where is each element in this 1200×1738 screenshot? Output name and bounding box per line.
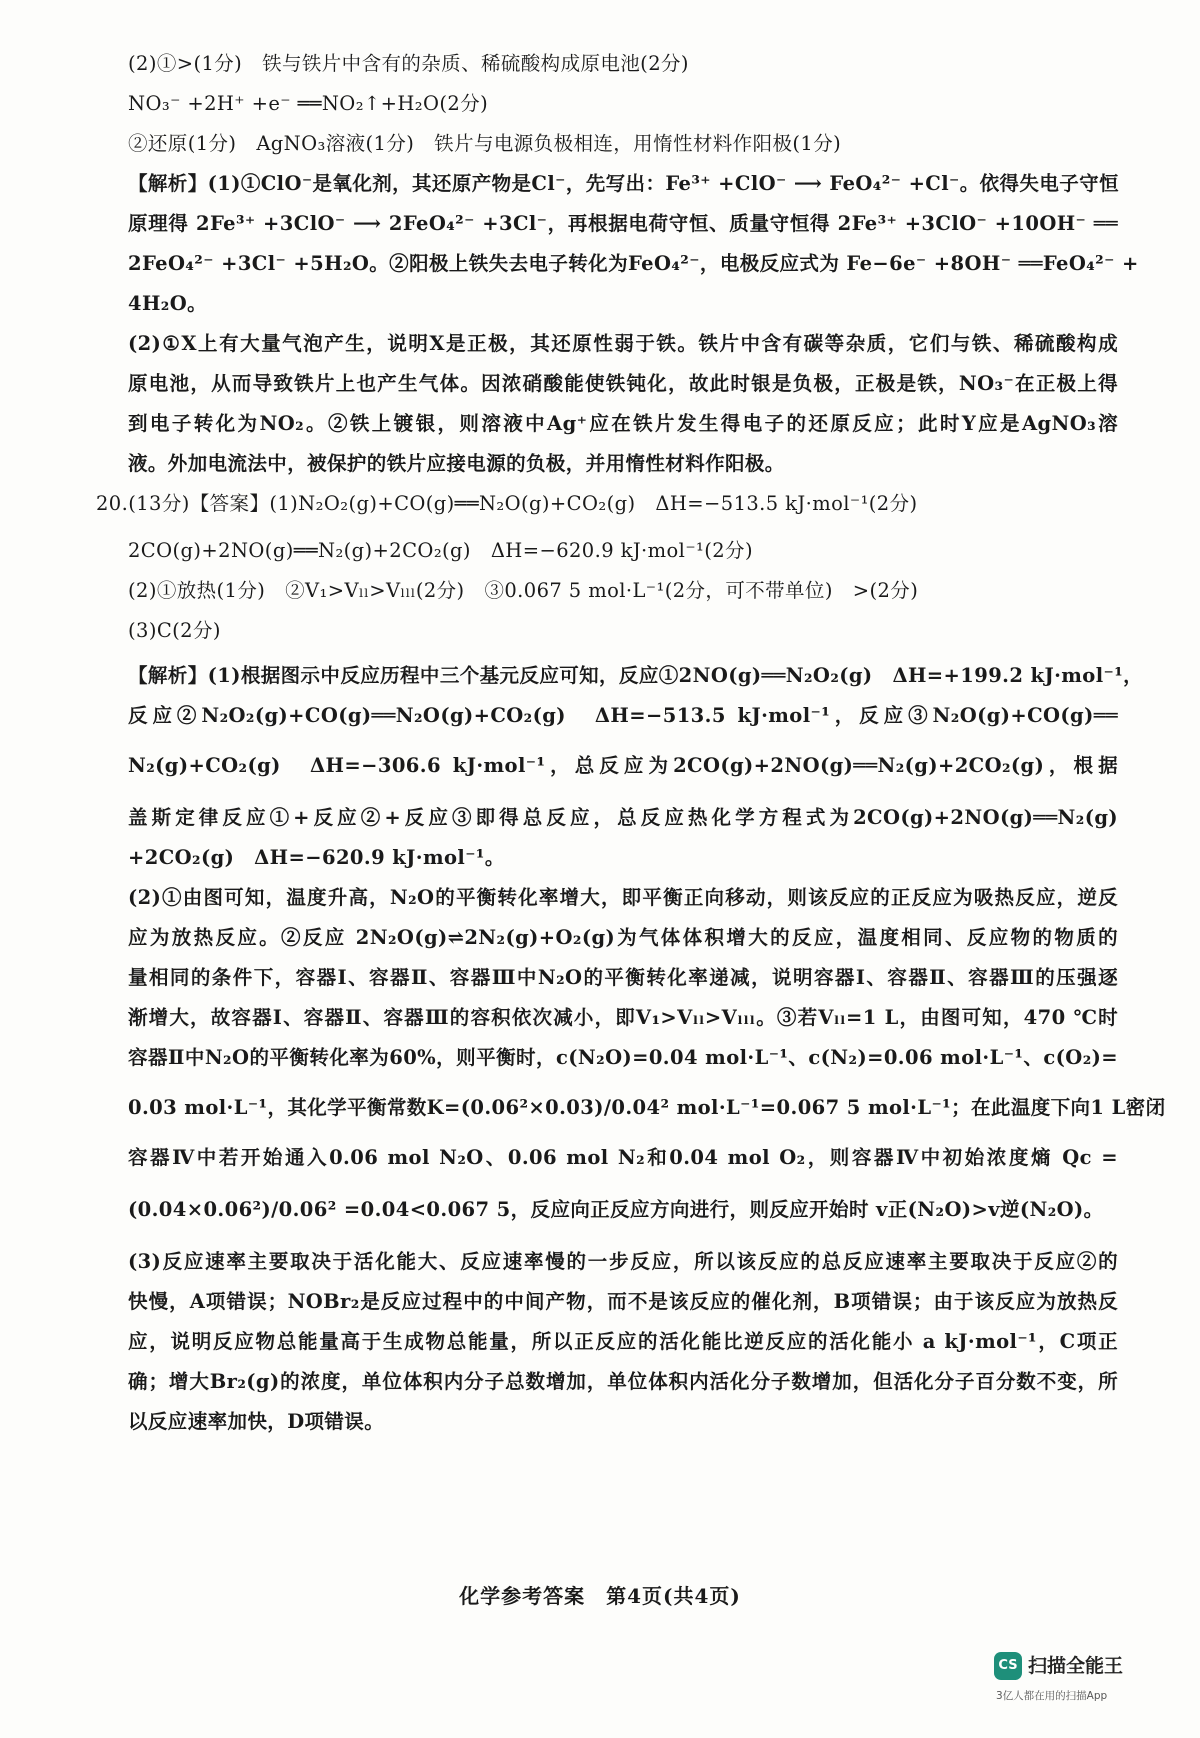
text-line: (2)①X上有大量气泡产生，说明X是正极，其还原性弱于铁。铁片中含有碳等杂质，它们与铁、稀硫酸构成 <box>128 332 1118 355</box>
text-line: 原理得 2Fe³⁺ +3ClO⁻ ⟶ 2FeO₄²⁻ +3Cl⁻，再根据电荷守恒、质量守恒得 2Fe³⁺ +3ClO⁻ +10OH⁻ ══ <box>128 212 1118 235</box>
text-line: (2)①>(1分) 铁与铁片中含有的杂质、稀硫酸构成原电池(2分) <box>128 52 689 75</box>
text-line: 反应②N₂O₂(g)+CO(g)══N₂O(g)+CO₂(g) ΔH=−513.5 kJ·mol⁻¹，反应③N₂O(g)+CO(g)══ <box>128 704 1118 727</box>
text-line: 2CO(g)+2NO(g)══N₂(g)+2CO₂(g) ΔH=−620.9 kJ·mol⁻¹(2分) <box>128 539 753 562</box>
text-line: 快慢，A项错误；NOBr₂是反应过程中的中间产物，而不是该反应的催化剂，B项错误；由于该反应为放热反 <box>128 1290 1118 1313</box>
text-line: 以反应速率加快，D项错误。 <box>128 1410 385 1433</box>
text-line: 渐增大，故容器Ⅰ、容器Ⅱ、容器Ⅲ的容积依次减小，即V₁>Vₗₗ>Vₗₗₗ。③若Vₗₗ=1 L，由图可知，470 ℃时 <box>128 1006 1118 1029</box>
text-line: 【解析】(1)①ClO⁻是氧化剂，其还原产物是Cl⁻，先写出：Fe³⁺ +ClO⁻ ⟶ FeO₄²⁻ +Cl⁻。依得失电子守恒 <box>128 172 1119 195</box>
question-20-answer: 20.(13分)【答案】(1)N₂O₂(g)+CO(g)══N₂O(g)+CO₂(g) ΔH=−513.5 kJ·mol⁻¹(2分) <box>96 492 918 515</box>
brand-tagline: 3亿人都在用的扫描App <box>996 1690 1108 1702</box>
page-footer: 化学参考答案 第4页(共4页) <box>459 1584 741 1608</box>
text-line: 容器Ⅱ中N₂O的平衡转化率为60%，则平衡时，c(N₂O)=0.04 mol·L⁻¹、c(N₂)=0.06 mol·L⁻¹、c(O₂)= <box>128 1046 1118 1069</box>
text-line: 液。外加电流法中，被保护的铁片应接电源的负极，并用惰性材料作阳极。 <box>128 452 785 475</box>
camscanner-logo-icon: CS <box>994 1652 1022 1680</box>
text-line: 4H₂O。 <box>128 292 208 315</box>
text-line: 【解析】(1)根据图示中反应历程中三个基元反应可知，反应①2NO(g)══N₂O₂(g) ΔH=+199.2 kJ·mol⁻¹， <box>128 664 1144 687</box>
text-line: 量相同的条件下，容器Ⅰ、容器Ⅱ、容器Ⅲ中N₂O的平衡转化率递减，说明容器Ⅰ、容器Ⅱ、容器Ⅲ的压强逐 <box>128 966 1118 989</box>
text-line: 2FeO₄²⁻ +3Cl⁻ +5H₂O。②阳极上铁失去电子转化为FeO₄²⁻，电极反应式为 Fe−6e⁻ +8OH⁻ ══FeO₄²⁻ + <box>128 252 1139 275</box>
text-line: NO₃⁻ +2H⁺ +e⁻ ══NO₂↑+H₂O(2分) <box>128 92 489 115</box>
text-line: 盖斯定律反应①+反应②+反应③即得总反应，总反应热化学方程式为2CO(g)+2NO(g)══N₂(g) <box>128 806 1118 829</box>
text-line: N₂(g)+CO₂(g) ΔH=−306.6 kJ·mol⁻¹，总反应为2CO(g)+2NO(g)══N₂(g)+2CO₂(g)，根据 <box>128 754 1118 777</box>
text-line: (3)C(2分) <box>128 619 221 642</box>
text-line: 应，说明反应物总能量高于生成物总能量，所以正反应的活化能比逆反应的活化能小 a kJ·mol⁻¹，C项正 <box>128 1330 1118 1353</box>
brand-name: 扫描全能王 <box>1028 1655 1124 1677</box>
text-line: (3)反应速率主要取决于活化能大、反应速率慢的一步反应，所以该反应的总反应速率主要取决于反应②的 <box>128 1250 1118 1273</box>
text-line: 确；增大Br₂(g)的浓度，单位体积内分子总数增加，单位体积内活化分子数增加，但活化分子百分数不变，所 <box>128 1370 1118 1393</box>
text-line: +2CO₂(g) ΔH=−620.9 kJ·mol⁻¹。 <box>128 846 505 869</box>
text-line: ②还原(1分) AgNO₃溶液(1分) 铁片与电源负极相连，用惰性材料作阳极(1分) <box>128 132 842 155</box>
scanner-watermark <box>994 1650 1154 1710</box>
text-line: 到电子转化为NO₂。②铁上镀银，则溶液中Ag⁺应在铁片发生得电子的还原反应；此时Y应是AgNO₃溶 <box>128 412 1118 435</box>
text-line: (0.04×0.06²)/0.06² =0.04<0.067 5，反应向正反应方向进行，则反应开始时 v正(N₂O)>v逆(N₂O)。 <box>128 1198 1104 1221</box>
text-line: 原电池，从而导致铁片上也产生气体。因浓硝酸能使铁钝化，故此时银是负极，正极是铁，NO₃⁻在正极上得 <box>128 372 1118 395</box>
text-line: (2)①由图可知，温度升高，N₂O的平衡转化率增大，即平衡正向移动，则该反应的正反应为吸热反应，逆反 <box>128 886 1118 909</box>
text-line: 0.03 mol·L⁻¹，其化学平衡常数K=(0.06²×0.03)/0.04² mol·L⁻¹=0.067 5 mol·L⁻¹；在此温度下向1 L密闭 <box>128 1096 1166 1119</box>
text-line: 应为放热反应。②反应 2N₂O(g)⇌2N₂(g)+O₂(g)为气体体积增大的反应，温度相同、反应物的物质的 <box>128 926 1118 949</box>
text-line: (2)①放热(1分) ②V₁>Vₗₗ>Vₗₗₗ(2分) ③0.067 5 mol·L⁻¹(2分，可不带单位) >(2分) <box>128 579 919 602</box>
text-line: 容器Ⅳ中若开始通入0.06 mol N₂O、0.06 mol N₂和0.04 mol O₂，则容器Ⅳ中初始浓度熵 Qc = <box>128 1146 1118 1169</box>
